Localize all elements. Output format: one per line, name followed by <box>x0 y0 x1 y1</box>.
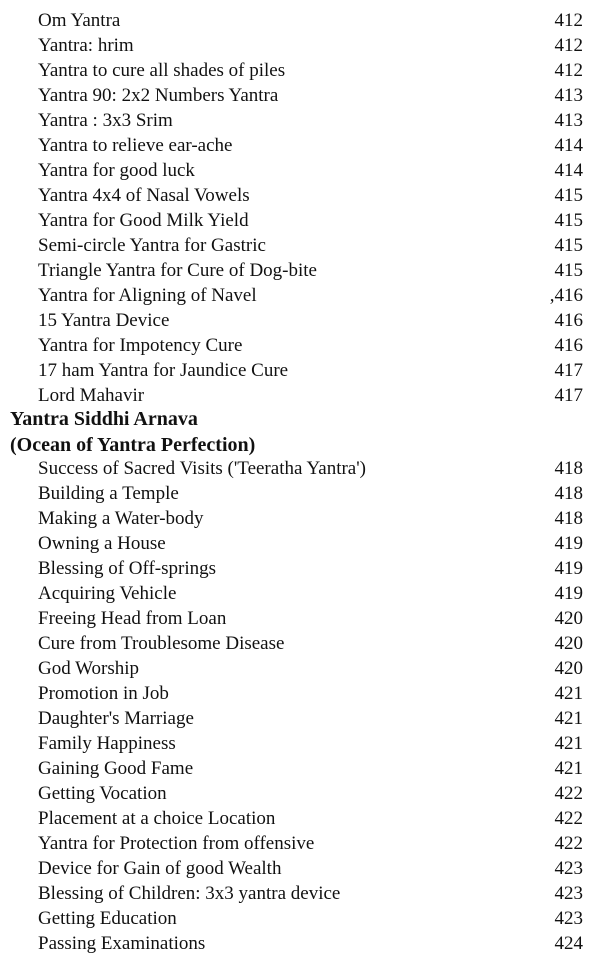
toc-entry-title: Building a Temple <box>38 483 179 504</box>
toc-entry <box>0 681 600 706</box>
section-heading <box>10 406 255 458</box>
toc-entry-page-number: 422 <box>554 808 583 829</box>
toc-entry-title: Blessing of Children: 3x3 yantra device <box>38 883 341 904</box>
toc-entry <box>0 108 600 133</box>
toc-entry-title: Getting Vocation <box>38 783 167 804</box>
toc-entry <box>0 481 600 506</box>
toc-entry-page-number: 417 <box>554 385 583 406</box>
toc-entry-title: Yantra to relieve ear-ache <box>38 135 233 156</box>
toc-entry-page-number: 421 <box>554 758 583 779</box>
toc-entry-title: Making a Water-body <box>38 508 204 529</box>
toc-entry-title: Lord Mahavir <box>38 385 145 406</box>
toc-entry-page-number: 421 <box>554 683 583 704</box>
toc-entry-title: Yantra for Impotency Cure <box>38 335 243 356</box>
toc-entry <box>0 208 600 233</box>
toc-entry <box>0 906 600 931</box>
toc-entry-title: 17 ham Yantra for Jaundice Cure <box>38 360 289 381</box>
toc-entry <box>0 531 600 556</box>
toc-entry <box>0 308 600 333</box>
toc-entry-page-number: 420 <box>554 633 583 654</box>
toc-entry-title: Gaining Good Fame <box>38 758 194 779</box>
toc-entry-page-number: ,416 <box>549 285 583 306</box>
toc-entry-title: Promotion in Job <box>38 683 169 704</box>
toc-entry-title: God Worship <box>38 658 140 679</box>
toc-section-2 <box>0 456 600 956</box>
toc-entry <box>0 133 600 158</box>
toc-entry-page-number: 415 <box>554 185 583 206</box>
toc-entry <box>0 283 600 308</box>
toc-entry-title: Owning a House <box>38 533 166 554</box>
toc-entry-page-number: 417 <box>554 360 583 381</box>
toc-entry-title: Family Happiness <box>38 733 176 754</box>
toc-entry-title: Device for Gain of good Wealth <box>38 858 282 879</box>
toc-entry <box>0 806 600 831</box>
toc-entry-title: Cure from Troublesome Disease <box>38 633 285 654</box>
toc-entry <box>0 556 600 581</box>
toc-entry <box>0 881 600 906</box>
toc-entry <box>0 8 600 33</box>
toc-entry-title: Yantra : 3x3 Srim <box>38 110 173 131</box>
toc-entry <box>0 606 600 631</box>
toc-entry-page-number: 415 <box>554 260 583 281</box>
toc-section-1 <box>0 8 600 408</box>
toc-entry-page-number: 422 <box>554 783 583 804</box>
toc-entry-page-number: 416 <box>554 310 583 331</box>
section-heading-title: Yantra Siddhi Arnava <box>10 408 198 430</box>
toc-entry <box>0 931 600 956</box>
toc-entry-title: Yantra: hrim <box>38 35 134 56</box>
section-heading-subtitle: (Ocean of Yantra Perfection) <box>10 434 256 456</box>
toc-entry-page-number: 420 <box>554 658 583 679</box>
toc-entry <box>0 383 600 408</box>
toc-entry-title: Semi-circle Yantra for Gastric <box>38 235 266 256</box>
toc-entry-title: Yantra 4x4 of Nasal Vowels <box>38 185 250 206</box>
toc-entry-title: Freeing Head from Loan <box>38 608 227 629</box>
toc-entry <box>0 83 600 108</box>
toc-entry <box>0 706 600 731</box>
toc-entry-page-number: 412 <box>554 10 583 31</box>
toc-entry-page-number: 424 <box>554 933 583 954</box>
toc-entry <box>0 781 600 806</box>
toc-entry-title: Yantra for Good Milk Yield <box>38 210 249 231</box>
toc-entry-title: Triangle Yantra for Cure of Dog-bite <box>38 260 317 281</box>
toc-entry-title: Yantra 90: 2x2 Numbers Yantra <box>38 85 279 106</box>
toc-entry <box>0 258 600 283</box>
toc-entry-page-number: 414 <box>554 135 583 156</box>
toc-entry-title: Acquiring Vehicle <box>38 583 177 604</box>
toc-entry <box>0 856 600 881</box>
toc-entry-page-number: 414 <box>554 160 583 181</box>
toc-entry-page-number: 421 <box>554 708 583 729</box>
toc-entry-page-number: 413 <box>554 85 583 106</box>
toc-entry-page-number: 418 <box>554 458 583 479</box>
toc-entry <box>0 333 600 358</box>
toc-entry <box>0 358 600 383</box>
toc-entry-title: 15 Yantra Device <box>38 310 170 331</box>
toc-entry <box>0 183 600 208</box>
toc-entry <box>0 506 600 531</box>
toc-entry-title: Placement at a choice Location <box>38 808 276 829</box>
toc-entry-title: Yantra for Protection from offensive <box>38 833 315 854</box>
toc-entry <box>0 33 600 58</box>
toc-entry <box>0 581 600 606</box>
toc-entry-page-number: 416 <box>554 335 583 356</box>
toc-entry-page-number: 412 <box>554 60 583 81</box>
toc-entry <box>0 456 600 481</box>
toc-entry-page-number: 423 <box>554 858 583 879</box>
toc-entry <box>0 631 600 656</box>
toc-entry-page-number: 418 <box>554 483 583 504</box>
toc-entry <box>0 58 600 83</box>
toc-entry-title: Getting Education <box>38 908 177 929</box>
toc-entry-page-number: 413 <box>554 110 583 131</box>
toc-entry-page-number: 419 <box>554 583 583 604</box>
toc-entry-page-number: 421 <box>554 733 583 754</box>
toc-entry-title: Passing Examinations <box>38 933 206 954</box>
toc-entry-page-number: 419 <box>554 558 583 579</box>
toc-entry <box>0 656 600 681</box>
toc-entry-title: Daughter's Marriage <box>38 708 194 729</box>
toc-entry-page-number: 423 <box>554 908 583 929</box>
toc-entry-title: Blessing of Off-springs <box>38 558 217 579</box>
toc-entry-page-number: 418 <box>554 508 583 529</box>
toc-entry-page-number: 412 <box>554 35 583 56</box>
toc-entry-page-number: 420 <box>554 608 583 629</box>
toc-entry-page-number: 415 <box>554 235 583 256</box>
toc-entry-title: Om Yantra <box>38 10 121 31</box>
toc-entry <box>0 731 600 756</box>
toc-entry-page-number: 415 <box>554 210 583 231</box>
toc-entry-page-number: 419 <box>554 533 583 554</box>
toc-entry-page-number: 422 <box>554 833 583 854</box>
toc-entry-title: Success of Sacred Visits ('Teeratha Yantra') <box>38 458 366 479</box>
toc-entry <box>0 158 600 183</box>
toc-entry-title: Yantra to cure all shades of piles <box>38 60 286 81</box>
toc-entry <box>0 233 600 258</box>
toc-entry <box>0 831 600 856</box>
toc-entry-title: Yantra for good luck <box>38 160 195 181</box>
toc-entry-page-number: 423 <box>554 883 583 904</box>
toc-entry-title: Yantra for Aligning of Navel <box>38 285 257 306</box>
toc-entry <box>0 756 600 781</box>
